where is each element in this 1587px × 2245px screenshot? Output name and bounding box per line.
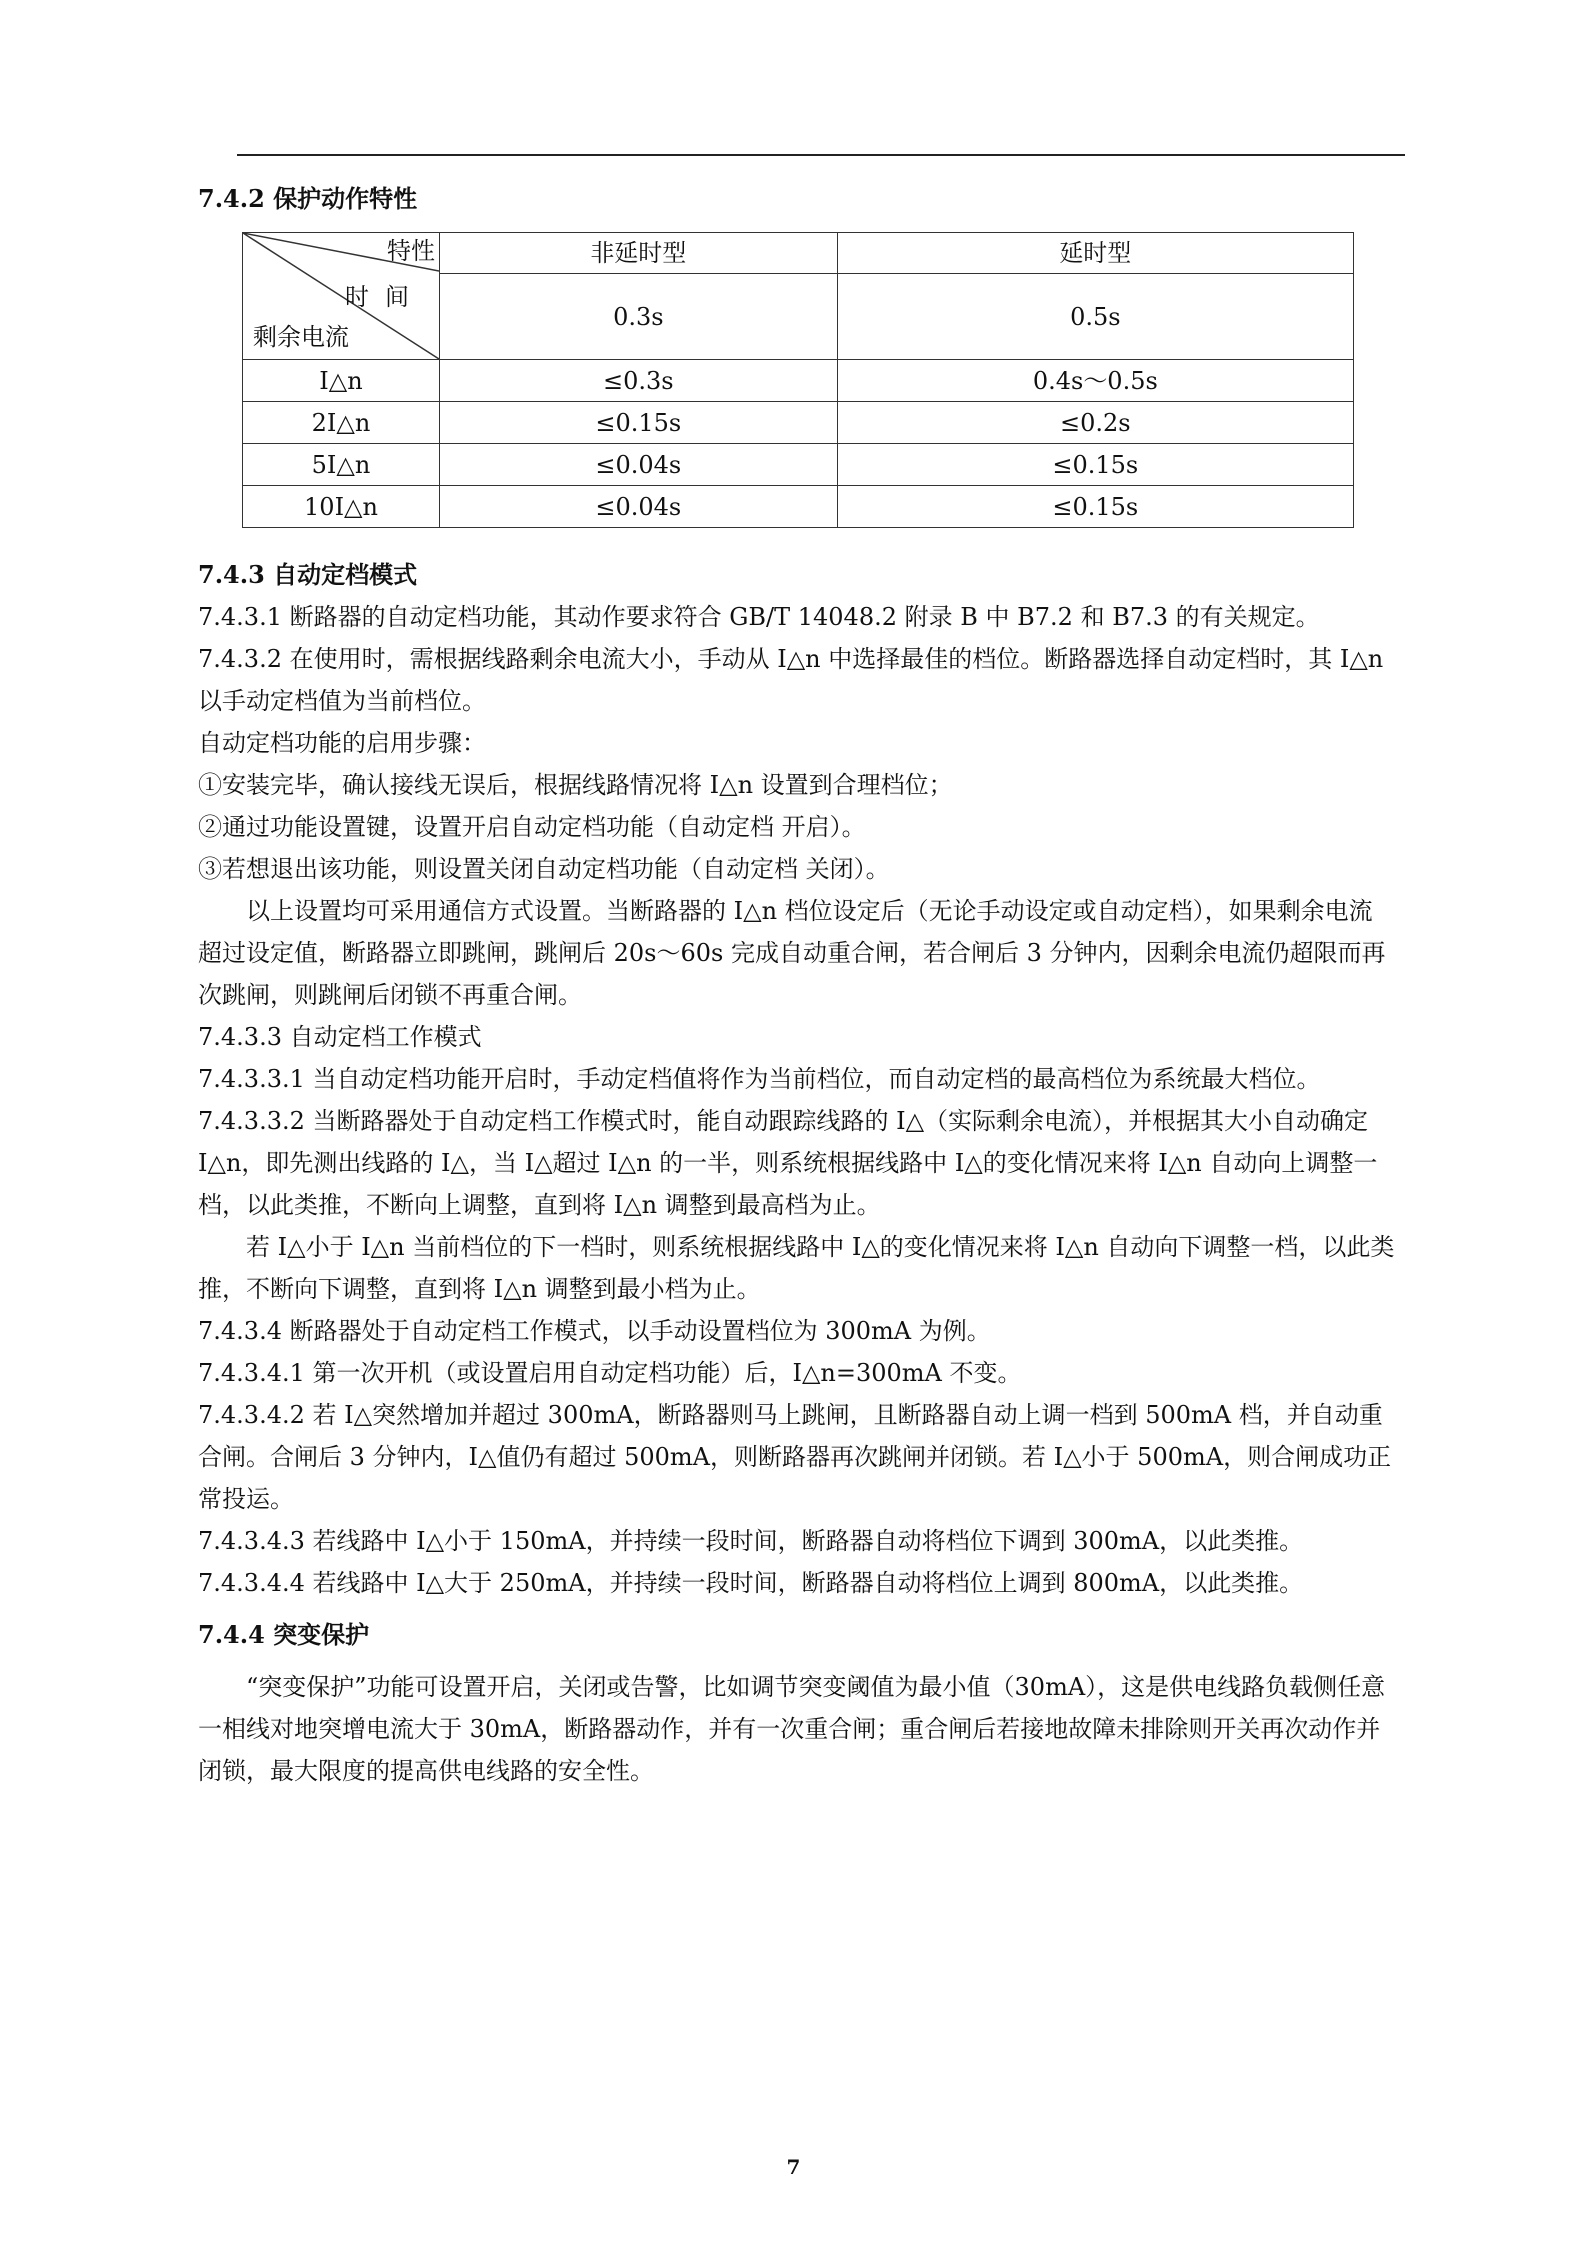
- corner-label-current: 剩余电流: [253, 323, 349, 351]
- paragraph-7434: 7.4.3.4 断路器处于自动定档工作模式，以手动设置档位为 300mA 为例。: [198, 1317, 991, 1345]
- delay-cell: ≤0.2s: [837, 402, 1353, 444]
- paragraph-step-3: ③若想退出该功能，则设置关闭自动定档功能（自动定档 关闭）。: [198, 855, 890, 883]
- table-row: [243, 360, 1354, 402]
- paragraph-step-2: ②通过功能设置键，设置开启自动定档功能（自动定档 开启）。: [198, 813, 866, 841]
- column-header-nondelay: 非延时型: [440, 233, 838, 274]
- section-heading-743: 7.4.3 自动定档模式: [198, 560, 418, 589]
- nondelay-cell: ≤0.04s: [440, 486, 838, 528]
- section-heading-742: 7.4.2 保护动作特性: [198, 184, 418, 213]
- delay-cell: 0.4s～0.5s: [837, 360, 1353, 402]
- paragraph-74341: 7.4.3.4.1 第一次开机（或设置启用自动定档功能）后，I△n=300mA 不变。: [198, 1359, 1022, 1387]
- time-nondelay-cell: 0.3s: [440, 274, 838, 360]
- paragraph-74344: 7.4.3.4.4 若线路中 I△大于 250mA，并持续一段时间，断路器自动将档位上调到 800mA，以此类推。: [198, 1569, 1304, 1597]
- paragraph-7432: 7.4.3.2 在使用时，需根据线路剩余电流大小，手动从 I△n 中选择最佳的档位。断路器选择自动定档时，其 I△n 以手动定档值为当前档位。: [198, 645, 1384, 715]
- table-row: [243, 486, 1354, 528]
- table-corner-cell: [243, 233, 440, 360]
- paragraph-7433: 7.4.3.3 自动定档工作模式: [198, 1023, 482, 1051]
- paragraph-74331-intro: 7.4.3.1 断路器的自动定档功能，其动作要求符合 GB/T 14048.2 附录 B 中 B7.2 和 B7.3 的有关规定。: [198, 603, 1320, 631]
- paragraph-settings-note: 以上设置均可采用通信方式设置。当断路器的 I△n 档位设定后（无论手动设定或自动定档），如果剩余电流超过设定值，断路器立即跳闸，跳闸后 20s～60s 完成自动重合闸，若合闸后 3 分钟内，因剩余电流仍超限而再次跳闸，则跳闸后闭锁不再重合闸。: [198, 897, 1386, 1009]
- document-body: [198, 178, 1396, 1792]
- header-rule: [237, 154, 1405, 156]
- nondelay-cell: ≤0.15s: [440, 402, 838, 444]
- column-header-delay: 延时型: [837, 233, 1353, 274]
- nondelay-cell: ≤0.04s: [440, 444, 838, 486]
- paragraph-step-1: ①安装完毕，确认接线无误后，根据线路情况将 I△n 设置到合理档位；: [198, 771, 953, 799]
- paragraph-mutation-protection: “突变保护”功能可设置开启，关闭或告警，比如调节突变阈值为最小值（30mA），这是供电线路负载侧任意一相线对地突增电流大于 30mA，断路器动作，并有一次重合闸；重合闸后若接地故障未排除则开关再次动作并闭锁，最大限度的提高供电线路的安全性。: [198, 1673, 1386, 1785]
- delay-cell: ≤0.15s: [837, 444, 1353, 486]
- page-number: 7: [786, 2155, 801, 2179]
- paragraph-74342: 7.4.3.4.2 若 I△突然增加并超过 300mA，断路器则马上跳闸，且断路器自动上调一档到 500mA 档，并自动重合闸。合闸后 3 分钟内，I△值仍有超过 500mA，则断路器再次跳闸并闭锁。若 I△小于 500mA，则合闸成功正常投运。: [198, 1401, 1392, 1513]
- table-row: [243, 444, 1354, 486]
- table-row: [243, 402, 1354, 444]
- paragraph-downshift: 若 I△小于 I△n 当前档位的下一档时，则系统根据线路中 I△的变化情况来将 I△n 自动向下调整一档，以此类推，不断向下调整，直到将 I△n 调整到最小档为止。: [198, 1233, 1395, 1303]
- protection-characteristics-table: [242, 232, 1354, 528]
- nondelay-cell: ≤0.3s: [440, 360, 838, 402]
- paragraph-74343: 7.4.3.4.3 若线路中 I△小于 150mA，并持续一段时间，断路器自动将档位下调到 300mA，以此类推。: [198, 1527, 1304, 1555]
- current-cell: I△n: [243, 360, 440, 402]
- current-cell: 10I△n: [243, 486, 440, 528]
- current-cell: 2I△n: [243, 402, 440, 444]
- corner-label-property: 特性: [387, 237, 435, 265]
- time-delay-cell: 0.5s: [837, 274, 1353, 360]
- paragraph-steps-title: 自动定档功能的启用步骤：: [198, 729, 486, 757]
- paragraph-74331: 7.4.3.3.1 当自动定档功能开启时，手动定档值将作为当前档位，而自动定档的最高档位为系统最大档位。: [198, 1065, 1321, 1093]
- paragraph-74332: 7.4.3.3.2 当断路器处于自动定档工作模式时，能自动跟踪线路的 I△（实际剩余电流），并根据其大小自动确定 I△n，即先测出线路的 I△，当 I△超过 I△n 的一半，则系统根据线路中 I△的变化情况来将 I△n 自动向上调整一档，以此类推，不断向上调整，直到将 I△n 调整到最高档为止。: [198, 1107, 1378, 1219]
- current-cell: 5I△n: [243, 444, 440, 486]
- corner-label-time: 时间: [345, 283, 425, 311]
- delay-cell: ≤0.15s: [837, 486, 1353, 528]
- section-heading-744: 7.4.4 突变保护: [198, 1620, 370, 1649]
